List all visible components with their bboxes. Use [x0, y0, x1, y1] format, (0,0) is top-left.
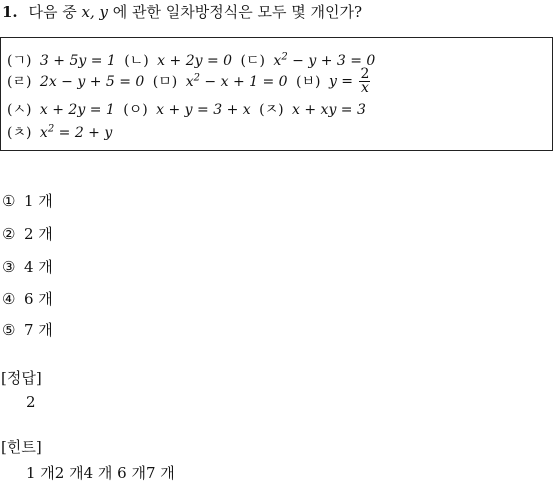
eq-n: x + 2y = 0 [157, 53, 233, 69]
choice-1-text: 1 개 [24, 192, 53, 210]
choice-3-mark: ③ [2, 258, 16, 276]
label-g: (ㄱ) [7, 53, 32, 69]
choice-5-text: 7 개 [24, 321, 53, 339]
eq-ch-rest: = 2 + y [54, 125, 113, 141]
choice-4-mark: ④ [2, 290, 16, 308]
choice-3[interactable] [2, 256, 53, 277]
label-j: (ㅈ) [259, 102, 284, 118]
label-d: (ㄷ) [240, 53, 265, 69]
choice-4-text: 6 개 [24, 290, 53, 308]
label-s: (ㅅ) [7, 102, 32, 118]
eq-m-base: x [185, 73, 194, 90]
var-x: x, [81, 3, 95, 21]
eq-m-exp: 2 [193, 71, 200, 83]
choice-3-text: 4 개 [24, 258, 53, 276]
label-o: (ㅇ) [123, 102, 148, 118]
fraction-denominator: x [360, 80, 369, 96]
eq-b-lhs: y = [328, 73, 354, 90]
choice-4[interactable] [2, 288, 53, 309]
eq-m-rest: − x + 1 = 0 [199, 73, 288, 90]
choice-1-mark: ① [2, 192, 16, 210]
equation-row-4 [7, 122, 112, 142]
answer-label: [정답] [1, 369, 42, 387]
question-text-a: 다음 중 [28, 3, 77, 21]
eq-d-rest: − y + 3 = 0 [287, 53, 376, 69]
question-stem [2, 1, 362, 22]
eq-g: 3 + 5y = 1 [39, 53, 116, 69]
equation-row-2 [7, 68, 370, 95]
eq-r: 2x − y + 5 = 0 [39, 73, 145, 90]
eq-s: x + 2y = 1 [39, 102, 115, 118]
question-number: 1. [2, 3, 18, 21]
choice-1[interactable] [2, 190, 53, 211]
equation-box [0, 37, 553, 151]
choice-2-text: 2 개 [24, 225, 53, 243]
equation-row-3 [7, 99, 366, 119]
eq-j: x + xy = 3 [292, 102, 366, 118]
var-y: y [99, 3, 108, 21]
choice-2[interactable] [2, 223, 53, 244]
fraction [359, 68, 370, 95]
label-r: (ㄹ) [7, 73, 32, 90]
label-n: (ㄴ) [124, 53, 149, 69]
hint-value: 1 개2 개4 개 6 개7 개 [26, 464, 175, 482]
eq-ch-exp: 2 [47, 123, 55, 135]
eq-d-exp: 2 [281, 51, 288, 63]
fraction-numerator: 2 [360, 66, 370, 82]
eq-o: x + y = 3 + x [156, 102, 251, 118]
answer-value: 2 [26, 393, 36, 411]
choice-2-mark: ② [2, 225, 16, 243]
label-ch: (ㅊ) [7, 125, 32, 141]
eq-ch-base: x [39, 125, 48, 141]
equation-row-1 [7, 50, 375, 70]
label-m: (ㅁ) [152, 73, 178, 90]
eq-ch [40, 125, 112, 141]
choice-5-mark: ⑤ [2, 321, 16, 339]
question-text-b: 에 관한 일차방정식은 모두 몇 개인가? [112, 3, 362, 21]
hint-label: [힌트] [1, 438, 42, 456]
eq-d-base: x [273, 53, 282, 69]
label-b: (ㅂ) [296, 73, 321, 90]
choice-5[interactable] [2, 319, 53, 340]
eq-m [185, 71, 288, 90]
